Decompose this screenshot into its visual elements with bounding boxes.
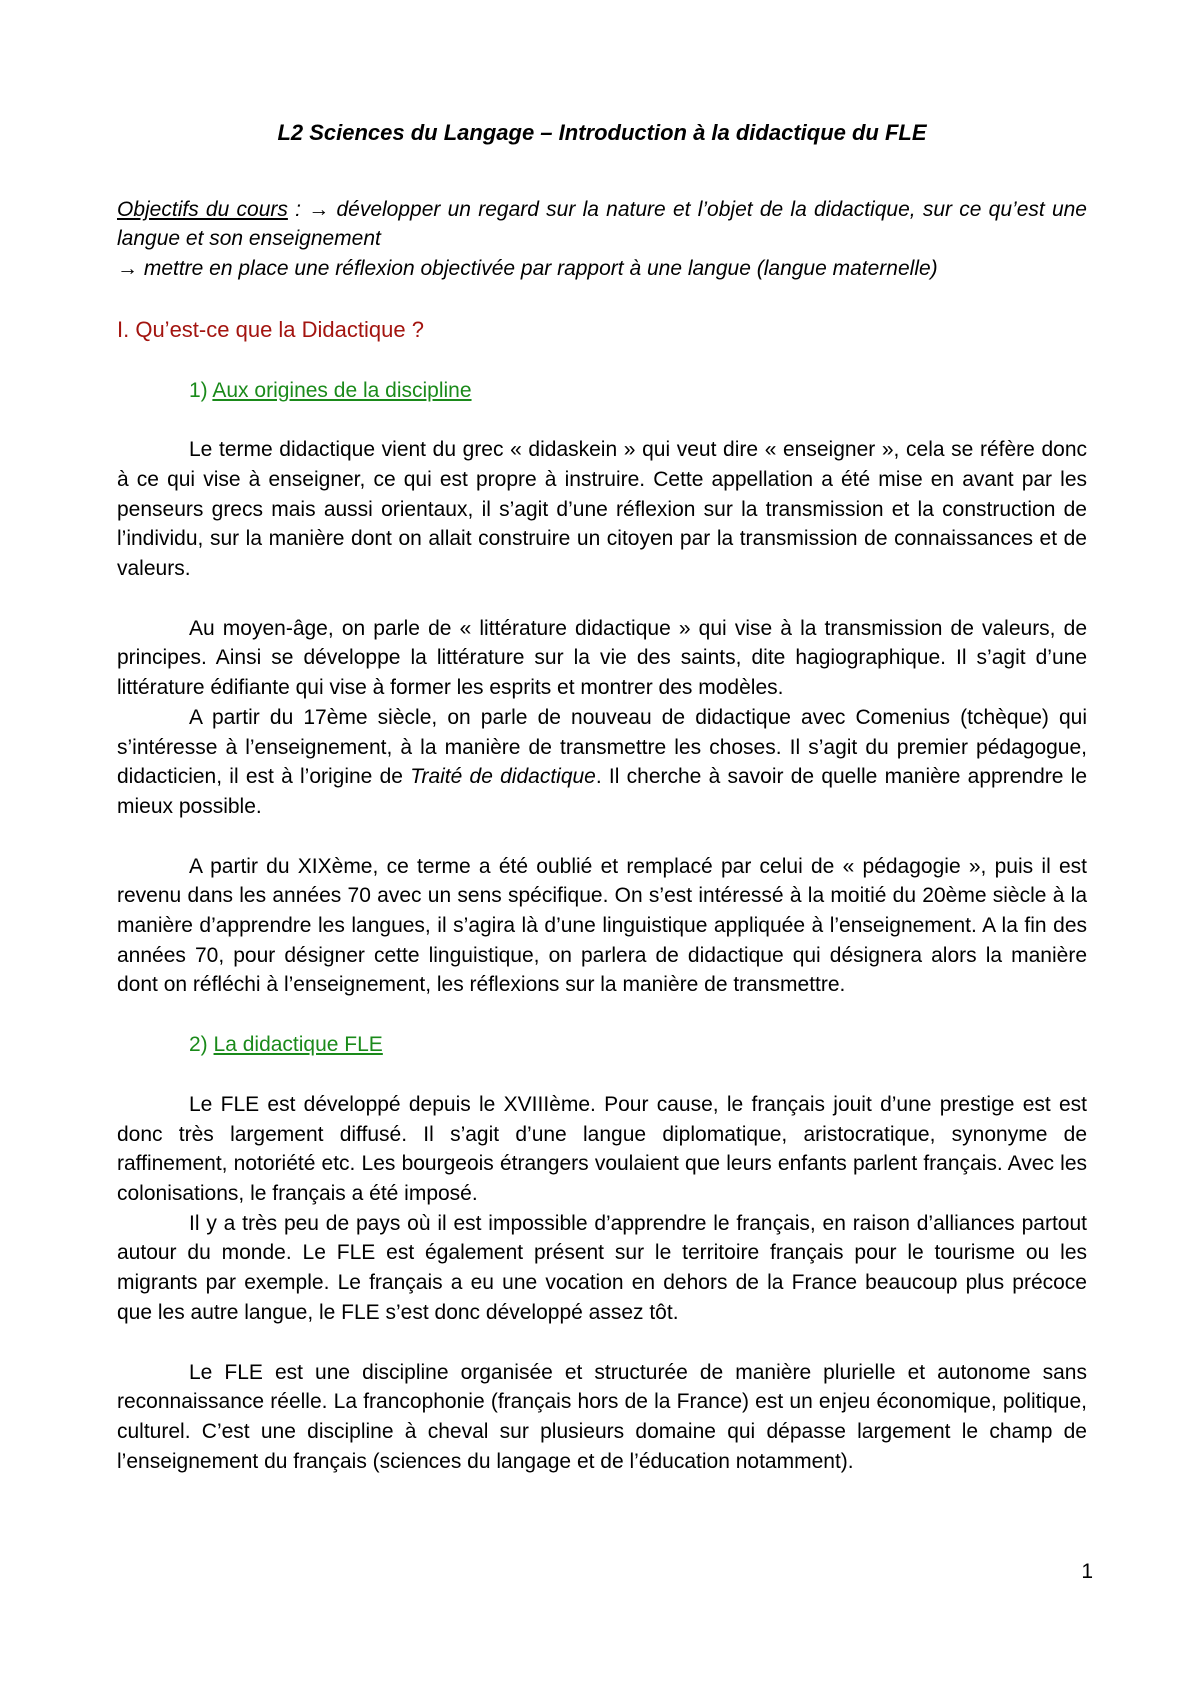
paragraph-fle-1: Le FLE est développé depuis le XVIIIème. Pour cause, le français jouit d’une prestige est est donc très largement diffusé. Il s’agit d’une langue diplomatique, aristocratique, synonyme de raffinement, notoriété etc. Les bourgeois étrangers voulaient que leurs enfants parlent français. Avec les colonisations, le français a été imposé. (117, 1092, 1087, 1205)
objective-line-1 (117, 195, 1087, 254)
document-title: L2 Sciences du Langage – Introduction à la didactique du FLE (277, 120, 927, 145)
objective-1-text: → développer un regard sur la nature et l’objet de la didactique, sur ce qu’est une langue et son enseignement (117, 197, 1087, 251)
subsection-1-title: Aux origines de la discipline (212, 378, 472, 402)
objectives-label: Objectifs du cours (117, 197, 288, 221)
paragraph-origins-3-end: . Il cherche à savoir de quelle manière apprendre le mieux possible. (117, 765, 1087, 818)
objective-line-2: → mettre en place une réflexion objectivée par rapport à une langue (langue maternelle) (117, 257, 938, 281)
paragraph-origins-2: Au moyen-âge, on parle de « littérature didactique » qui vise à la transmission de valeurs, de principes. Ainsi se développe la littérature sur la vie des saints, dite hagiographique. Il s’agit d’une littérature édifiante qui vise à former les esprits et montrer des modèles. (117, 616, 1087, 700)
subsection-1-number: 1) (189, 378, 208, 402)
paragraph-fle-2: Il y a très peu de pays où il est impossible d’apprendre le français, en raison d’alliances partout autour du monde. Le FLE est également présent sur le territoire français pour le tourisme ou les migrants par exemple. Le français a eu une vocation en dehors de la France beaucoup plus précoce que les autre langue, le FLE s’est donc développé assez tôt. (117, 1211, 1087, 1324)
subsection-2-title: La didactique FLE (213, 1033, 383, 1057)
paragraph-origins-3-start: A partir du 17ème siècle, on parle de nouveau de didactique avec Comenius (tchèque) qui s’intéresse à l’enseignement, à la manière de transmettre les choses. Il s’agit du premier pédagogue, didacticien, il est à l’origine de (117, 705, 1087, 789)
subsection-2-heading (117, 1030, 1087, 1060)
section-1-heading: I. Qu’est-ce que la Didactique ? (117, 316, 424, 342)
book-title-traite: Traité de didactique (410, 765, 596, 789)
paragraph-origins-1: Le terme didactique vient du grec « didaskein » qui veut dire « enseigner », cela se réfère donc à ce qui vise à enseigner, ce qui est propre à instruire. Cette appellation a été mise en avant par les penseurs grecs mais aussi orientaux, il s’agit d’une réflexion sur la transmission et la construction de l’individu, sur la manière dont on allait construire un citoyen par la transmission de connaissances et de valeurs. (117, 438, 1087, 581)
paragraph-fle-3: Le FLE est une discipline organisée et structurée de manière plurielle et autonome sans reconnaissance réelle. La francophonie (français hors de la France) est un enjeu économique, politique, culturel. C’est une discipline à cheval sur plusieurs domaine qui dépasse largement le champ de l’enseignement du français (sciences du langage et de l’éducation notamment). (117, 1360, 1087, 1473)
course-objectives (117, 195, 1087, 284)
objectives-separator: : (287, 197, 309, 221)
document-body (117, 118, 1087, 1476)
paragraph-origins-4: A partir du XIXème, ce terme a été oublié et remplacé par celui de « pédagogie », puis il est revenu dans les années 70 avec un sens spécifique. On s’est intéressé à la moitié du 20ème siècle à la manière d’apprendre les langues, il s’agira là d’une linguistique appliquée à l’enseignement. A la fin des années 70, pour désigner cette linguistique, on parlera de didactique qui désignera alors la manière dont on réfléchi à l’enseignement, les réflexions sur la manière de transmettre. (117, 854, 1087, 997)
page-number: 1 (1081, 1560, 1093, 1583)
subsection-2-number: 2) (189, 1033, 208, 1057)
paragraph-origins-3 (117, 703, 1087, 822)
subsection-1-heading (117, 376, 1087, 406)
